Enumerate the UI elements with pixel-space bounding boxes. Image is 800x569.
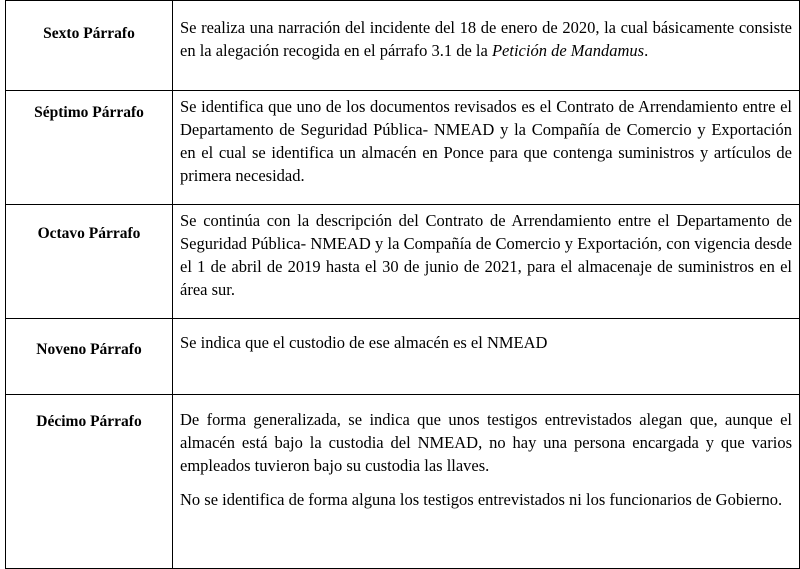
table-row [6, 1, 800, 91]
row-label: Noveno Párrafo [36, 341, 142, 358]
row-text [180, 16, 792, 62]
row-text-cell [173, 1, 800, 91]
row-text-paragraph: No se identifica de forma alguna los testigos entrevistados ni los funcionarios de Gobierno. [180, 490, 783, 509]
row-text-paragraph: De forma generalizada, se indica que unos testigos entrevistados alegan que, aunque el almacén está bajo la custodia del NMEAD, no hay una persona encargada y que varios empleados tuvieron bajo su custodia las llaves. [180, 410, 792, 475]
row-text-cell [173, 395, 800, 569]
row-text-cell [173, 205, 800, 319]
row-label-cell [6, 1, 173, 91]
row-text-cell [173, 319, 800, 395]
row-text: Se indica que el custodio de ese almacén es el NMEAD [180, 333, 548, 352]
paragraph-summary-table [5, 0, 800, 569]
row-label: Octavo Párrafo [37, 225, 141, 242]
row-text-italic: Petición de Mandamus [491, 41, 645, 60]
table-row [6, 91, 800, 205]
row-label: Sexto Párrafo [43, 25, 135, 42]
table-row [6, 205, 800, 319]
row-text-part: Se realiza una narración del incidente del 18 de enero de 2020, la cual básicamente consiste en la alegación recogida en el párrafo 3.1 de la [180, 18, 792, 60]
row-label-cell [6, 319, 173, 395]
row-label-cell [6, 91, 173, 205]
row-text: Se continúa con la descripción del Contrato de Arrendamiento entre el Departamento de Seguridad Pública- NMEAD y la Compañía de Comercio y Exportación, con vigencia desde el 1 de abril de 2019 hasta el 30 de junio de 2021, para el almacenaje de suministros en el área sur. [180, 211, 792, 299]
row-label: Décimo Párrafo [36, 413, 142, 430]
row-text-cell [173, 91, 800, 205]
row-text: Se identifica que uno de los documentos revisados es el Contrato de Arrendamiento entre el Departamento de Seguridad Pública- NMEAD y la Compañía de Comercio y Exportación en el cual se identifica un almacén en Ponce para que contenga suministros y artículos de primera necesidad. [180, 97, 792, 185]
row-label: Séptimo Párrafo [34, 104, 144, 121]
table-row [6, 319, 800, 395]
table-row [6, 395, 800, 569]
row-text-part-end: . [644, 41, 649, 60]
row-label-cell [6, 205, 173, 319]
row-label-cell [6, 395, 173, 569]
